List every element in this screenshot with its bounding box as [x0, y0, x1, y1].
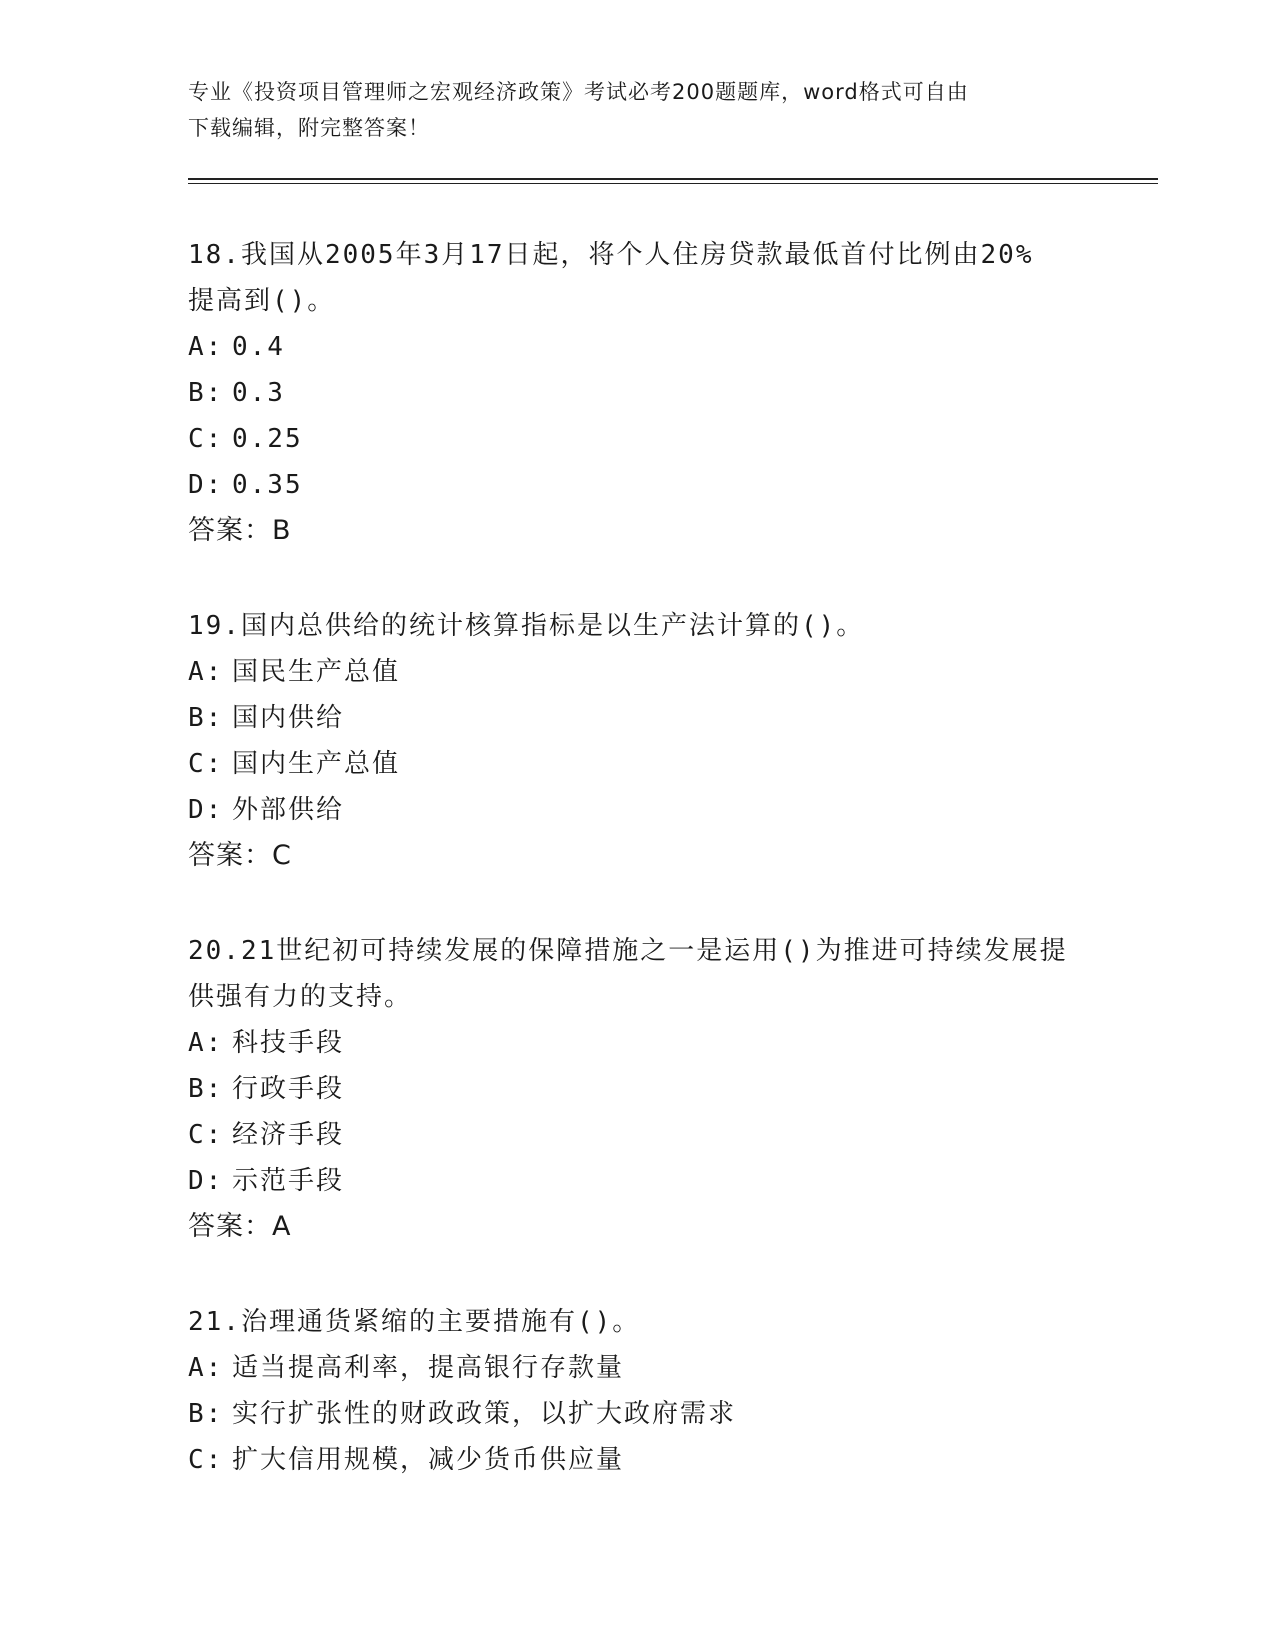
option-key: C:	[188, 749, 224, 779]
option-key: C:	[188, 1120, 224, 1150]
option-key: A:	[188, 332, 224, 362]
option-text: 国内生产总值	[232, 749, 401, 779]
option-c	[188, 1112, 1088, 1158]
question-21	[188, 1299, 1088, 1483]
option-key: B:	[188, 1399, 224, 1429]
option-key: D:	[188, 470, 224, 500]
header-line-1: 专业《投资项目管理师之宏观经济政策》考试必考200题题库，word格式可自由	[188, 80, 969, 104]
option-text: 扩大信用规模，减少货币供应量	[232, 1445, 625, 1475]
option-text: 适当提高利率，提高银行存款量	[232, 1353, 625, 1383]
option-key: C:	[188, 424, 224, 454]
option-key: B:	[188, 1074, 224, 1104]
question-stem: 18.我国从2005年3月17日起，将个人住房贷款最低首付比例由20%	[188, 240, 1034, 270]
option-a	[188, 324, 1088, 370]
option-text: 国内供给	[232, 703, 345, 733]
option-c	[188, 416, 1088, 462]
option-key: D:	[188, 1166, 224, 1196]
question-stem-continued: 提高到()。	[188, 286, 336, 316]
option-text: 外部供给	[232, 795, 345, 825]
option-text: 0.3	[232, 378, 285, 408]
option-text: 0.4	[232, 332, 285, 362]
option-b	[188, 1066, 1088, 1112]
option-text: 实行扩张性的财政政策，以扩大政府需求	[232, 1399, 737, 1429]
option-a	[188, 649, 1088, 695]
option-a	[188, 1345, 1088, 1391]
option-text: 行政手段	[232, 1074, 345, 1104]
question-19	[188, 603, 1088, 879]
question-stem: 21.治理通货紧缩的主要措施有()。	[188, 1307, 641, 1337]
answer: 答案：C	[188, 840, 292, 871]
question-20	[188, 928, 1088, 1250]
answer: 答案：B	[188, 515, 292, 546]
document-header	[188, 74, 1088, 146]
question-stem: 19.国内总供给的统计核算指标是以生产法计算的()。	[188, 611, 865, 641]
option-a	[188, 1020, 1088, 1066]
option-key: B:	[188, 378, 224, 408]
option-d	[188, 787, 1088, 833]
option-b	[188, 1391, 1088, 1437]
question-stem: 20.21世纪初可持续发展的保障措施之一是运用()为推进可持续发展提	[188, 936, 1068, 966]
question-list	[188, 232, 1088, 1532]
option-c	[188, 1437, 1088, 1483]
option-c	[188, 741, 1088, 787]
option-d	[188, 1158, 1088, 1204]
option-key: C:	[188, 1445, 224, 1475]
header-divider-thin	[188, 183, 1158, 184]
option-b	[188, 695, 1088, 741]
option-key: A:	[188, 1353, 224, 1383]
option-d	[188, 462, 1088, 508]
option-key: A:	[188, 1028, 224, 1058]
option-key: A:	[188, 657, 224, 687]
question-18	[188, 232, 1088, 554]
question-stem-continued: 供强有力的支持。	[188, 982, 413, 1012]
answer: 答案：A	[188, 1211, 292, 1242]
option-key: B:	[188, 703, 224, 733]
header-line-2: 下载编辑，附完整答案！	[188, 116, 430, 140]
option-text: 0.25	[232, 424, 303, 454]
option-key: D:	[188, 795, 224, 825]
option-b	[188, 370, 1088, 416]
option-text: 经济手段	[232, 1120, 345, 1150]
option-text: 国民生产总值	[232, 657, 401, 687]
option-text: 0.35	[232, 470, 303, 500]
header-divider-thick	[188, 178, 1158, 180]
option-text: 科技手段	[232, 1028, 345, 1058]
option-text: 示范手段	[232, 1166, 345, 1196]
